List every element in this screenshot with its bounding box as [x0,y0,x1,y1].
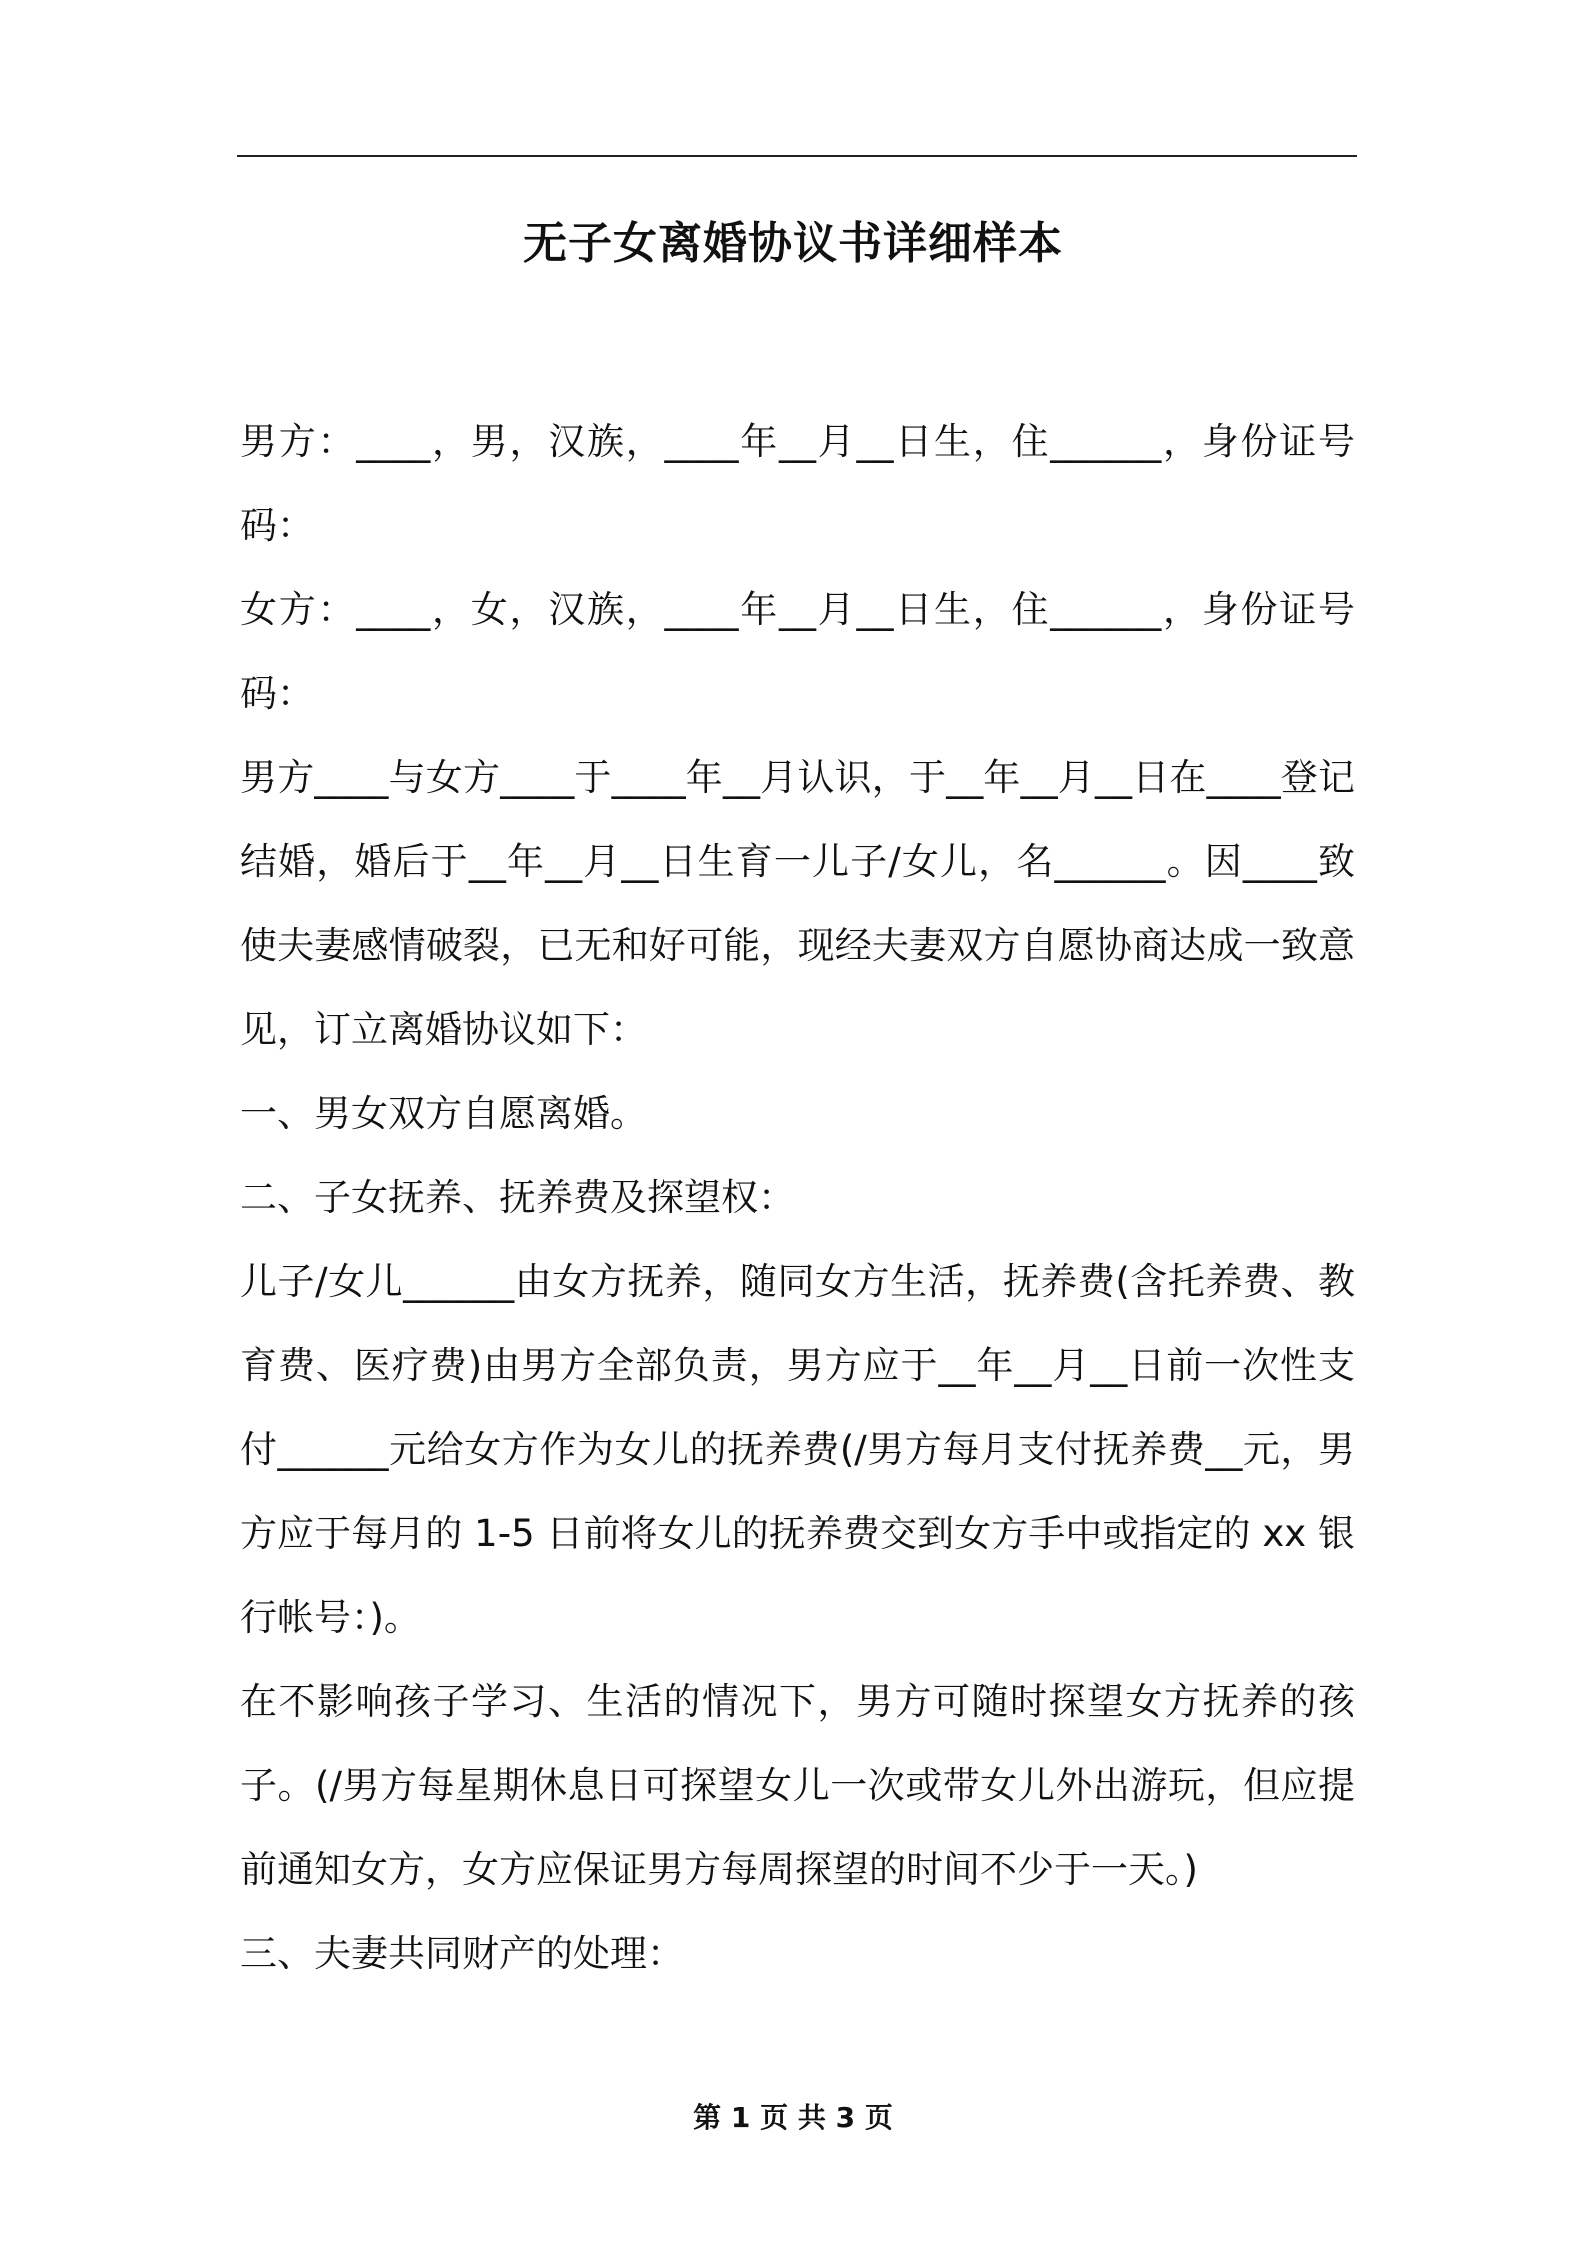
paragraph-background: 男方____与女方____于____年__月认识，于__年__月__日在____登记结婚，婚后于__年__月__日生育一儿子/女儿，名______。因____致使夫妻感情破裂，已无和好可能，现经夫妻双方自愿协商达成一致意见，订立离婚协议如下： [240,756,1355,1051]
clause-1: 一、男女双方自愿离婚。 [240,1092,647,1135]
paragraph-male-party: 男方：____，男，汉族，____年__月__日生，住______，身份证号码： [240,420,1355,547]
paragraph-female-party: 女方：____，女，汉族，____年__月__日生，住______，身份证号码： [240,588,1355,715]
page-footer [0,2098,1586,2138]
header-rule [237,155,1357,157]
document-title: 无子女离婚协议书详细样本 [523,218,1063,269]
clause-2-heading: 二、子女抚养、抚养费及探望权： [240,1176,795,1219]
page-number: 第 1 页 共 3 页 [693,2101,893,2134]
paragraph-child-support: 儿子/女儿______由女方抚养，随同女方生活，抚养费(含托养费、教育费、医疗费)由男方全部负责，男方应于__年__月__日前一次性支付______元给女方作为女儿的抚养费(/男方每月支付抚养费__元，男方应于每月的 1-5 日前将女儿的抚养费交到女方手中或指定的 xx 银行帐号：)。 [240,1260,1355,1639]
document-body [240,400,1355,1996]
paragraph-visitation: 在不影响孩子学习、生活的情况下，男方可随时探望女方抚养的孩子。(/男方每星期休息日可探望女儿一次或带女儿外出游玩，但应提前通知女方，女方应保证男方每周探望的时间不少于一天。) [240,1680,1355,1891]
clause-3-heading: 三、夫妻共同财产的处理： [240,1932,684,1975]
